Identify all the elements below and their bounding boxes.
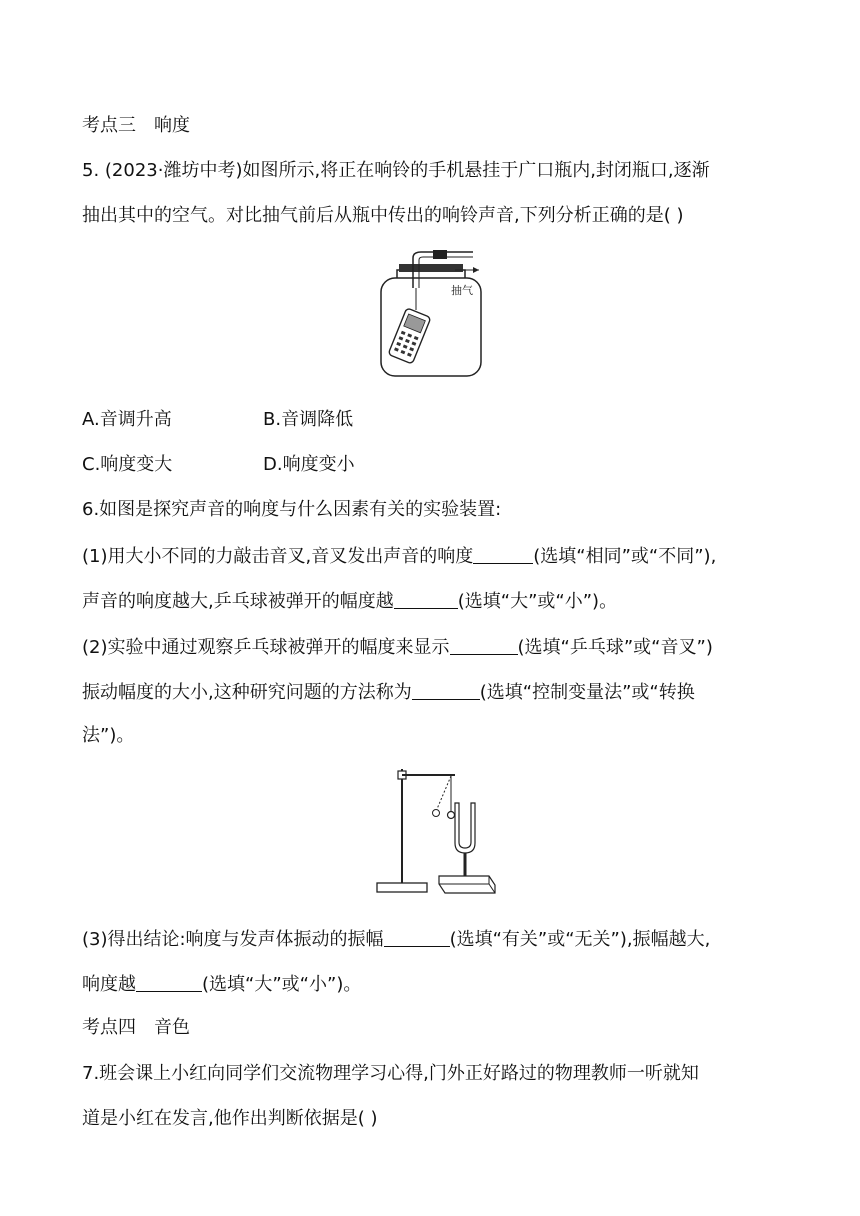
q6-part2-text-c: 振动幅度的大小,这种研究问题的方法称为 <box>82 682 412 703</box>
q6-part1-line1 <box>82 543 716 569</box>
q6-part2-line1 <box>82 634 713 660</box>
option-c[interactable]: C.响度变大 <box>82 454 173 475</box>
q6-part1-text-c: 声音的响度越大,乒乓球被弹开的幅度越 <box>82 591 394 612</box>
answer-blank-3[interactable] <box>450 634 518 655</box>
q6-part1-text-d: (选填“大”或“小”)。 <box>457 591 618 612</box>
answer-blank-6[interactable] <box>136 971 202 992</box>
q6-part1-text-a: (1)用大小不同的力敲击音叉,音叉发出声音的响度 <box>82 546 474 567</box>
q7-line-1: 7.班会课上小红向同学们交流物理学习心得,门外正好路过的物理教师一听就知 <box>82 1063 699 1084</box>
q6-part2-text-d: (选填“控制变量法”或“转换 <box>479 682 695 703</box>
tube-clamp <box>433 250 447 259</box>
answer-blank-1[interactable] <box>473 543 533 564</box>
airflow-label: 抽气 <box>451 284 473 297</box>
option-a[interactable]: A.音调升高 <box>82 409 172 430</box>
q5-line-2: 抽出其中的空气。对比抽气前后从瓶中传出的响铃声音,下列分析正确的是( ) <box>82 205 684 226</box>
stand-base <box>377 883 427 892</box>
q6-part3-line2 <box>82 971 361 997</box>
q7-line-2: 道是小红在发言,他作出判断依据是( ) <box>82 1108 378 1129</box>
q6-part3-text-a: (3)得出结论:响度与发声体振动的振幅 <box>82 929 384 950</box>
tuning-fork-figure <box>373 763 503 898</box>
ping-pong-ball <box>448 812 455 819</box>
option-b[interactable]: B.音调降低 <box>263 409 354 430</box>
answer-blank-4[interactable] <box>412 679 480 700</box>
q6-part2-text-a: (2)实验中通过观察乒乓球被弹开的幅度来显示 <box>82 637 450 658</box>
q6-part3-line1 <box>82 926 710 952</box>
q6-intro: 6.如图是探究声音的响度与什么因素有关的实验装置: <box>82 499 502 520</box>
q6-part1-text-b: (选填“相同”或“不同”), <box>533 546 717 567</box>
airflow-arrowhead <box>473 267 479 273</box>
q6-part3-text-d: (选填“大”或“小”)。 <box>202 974 362 995</box>
mobile-phone-icon <box>388 308 431 364</box>
swung-ball <box>433 810 440 817</box>
answer-blank-2[interactable] <box>394 588 458 609</box>
q6-part2-line2 <box>82 679 695 705</box>
q6-part2-line3: 法”)。 <box>82 725 135 746</box>
q6-part3-text-b: (选填“有关”或“无关”),振幅越大, <box>449 929 711 950</box>
section-heading-4: 考点四 音色 <box>82 1017 190 1038</box>
q5-line-1: 5. (2023·潍坊中考)如图所示,将正在响铃的手机悬挂于广口瓶内,封闭瓶口,逐渐 <box>82 160 710 181</box>
answer-blank-5[interactable] <box>384 926 450 947</box>
q6-part1-line2 <box>82 588 617 614</box>
q6-part2-text-b: (选填“乒乓球”或“音叉”) <box>517 637 713 658</box>
swing-path <box>437 776 451 809</box>
tuning-fork <box>455 803 475 853</box>
stopper <box>399 264 463 272</box>
section-heading-3: 考点三 响度 <box>82 115 190 136</box>
jar-phone-figure <box>373 248 513 383</box>
q6-part3-text-c: 响度越 <box>82 974 136 995</box>
option-d[interactable]: D.响度变小 <box>263 454 355 475</box>
